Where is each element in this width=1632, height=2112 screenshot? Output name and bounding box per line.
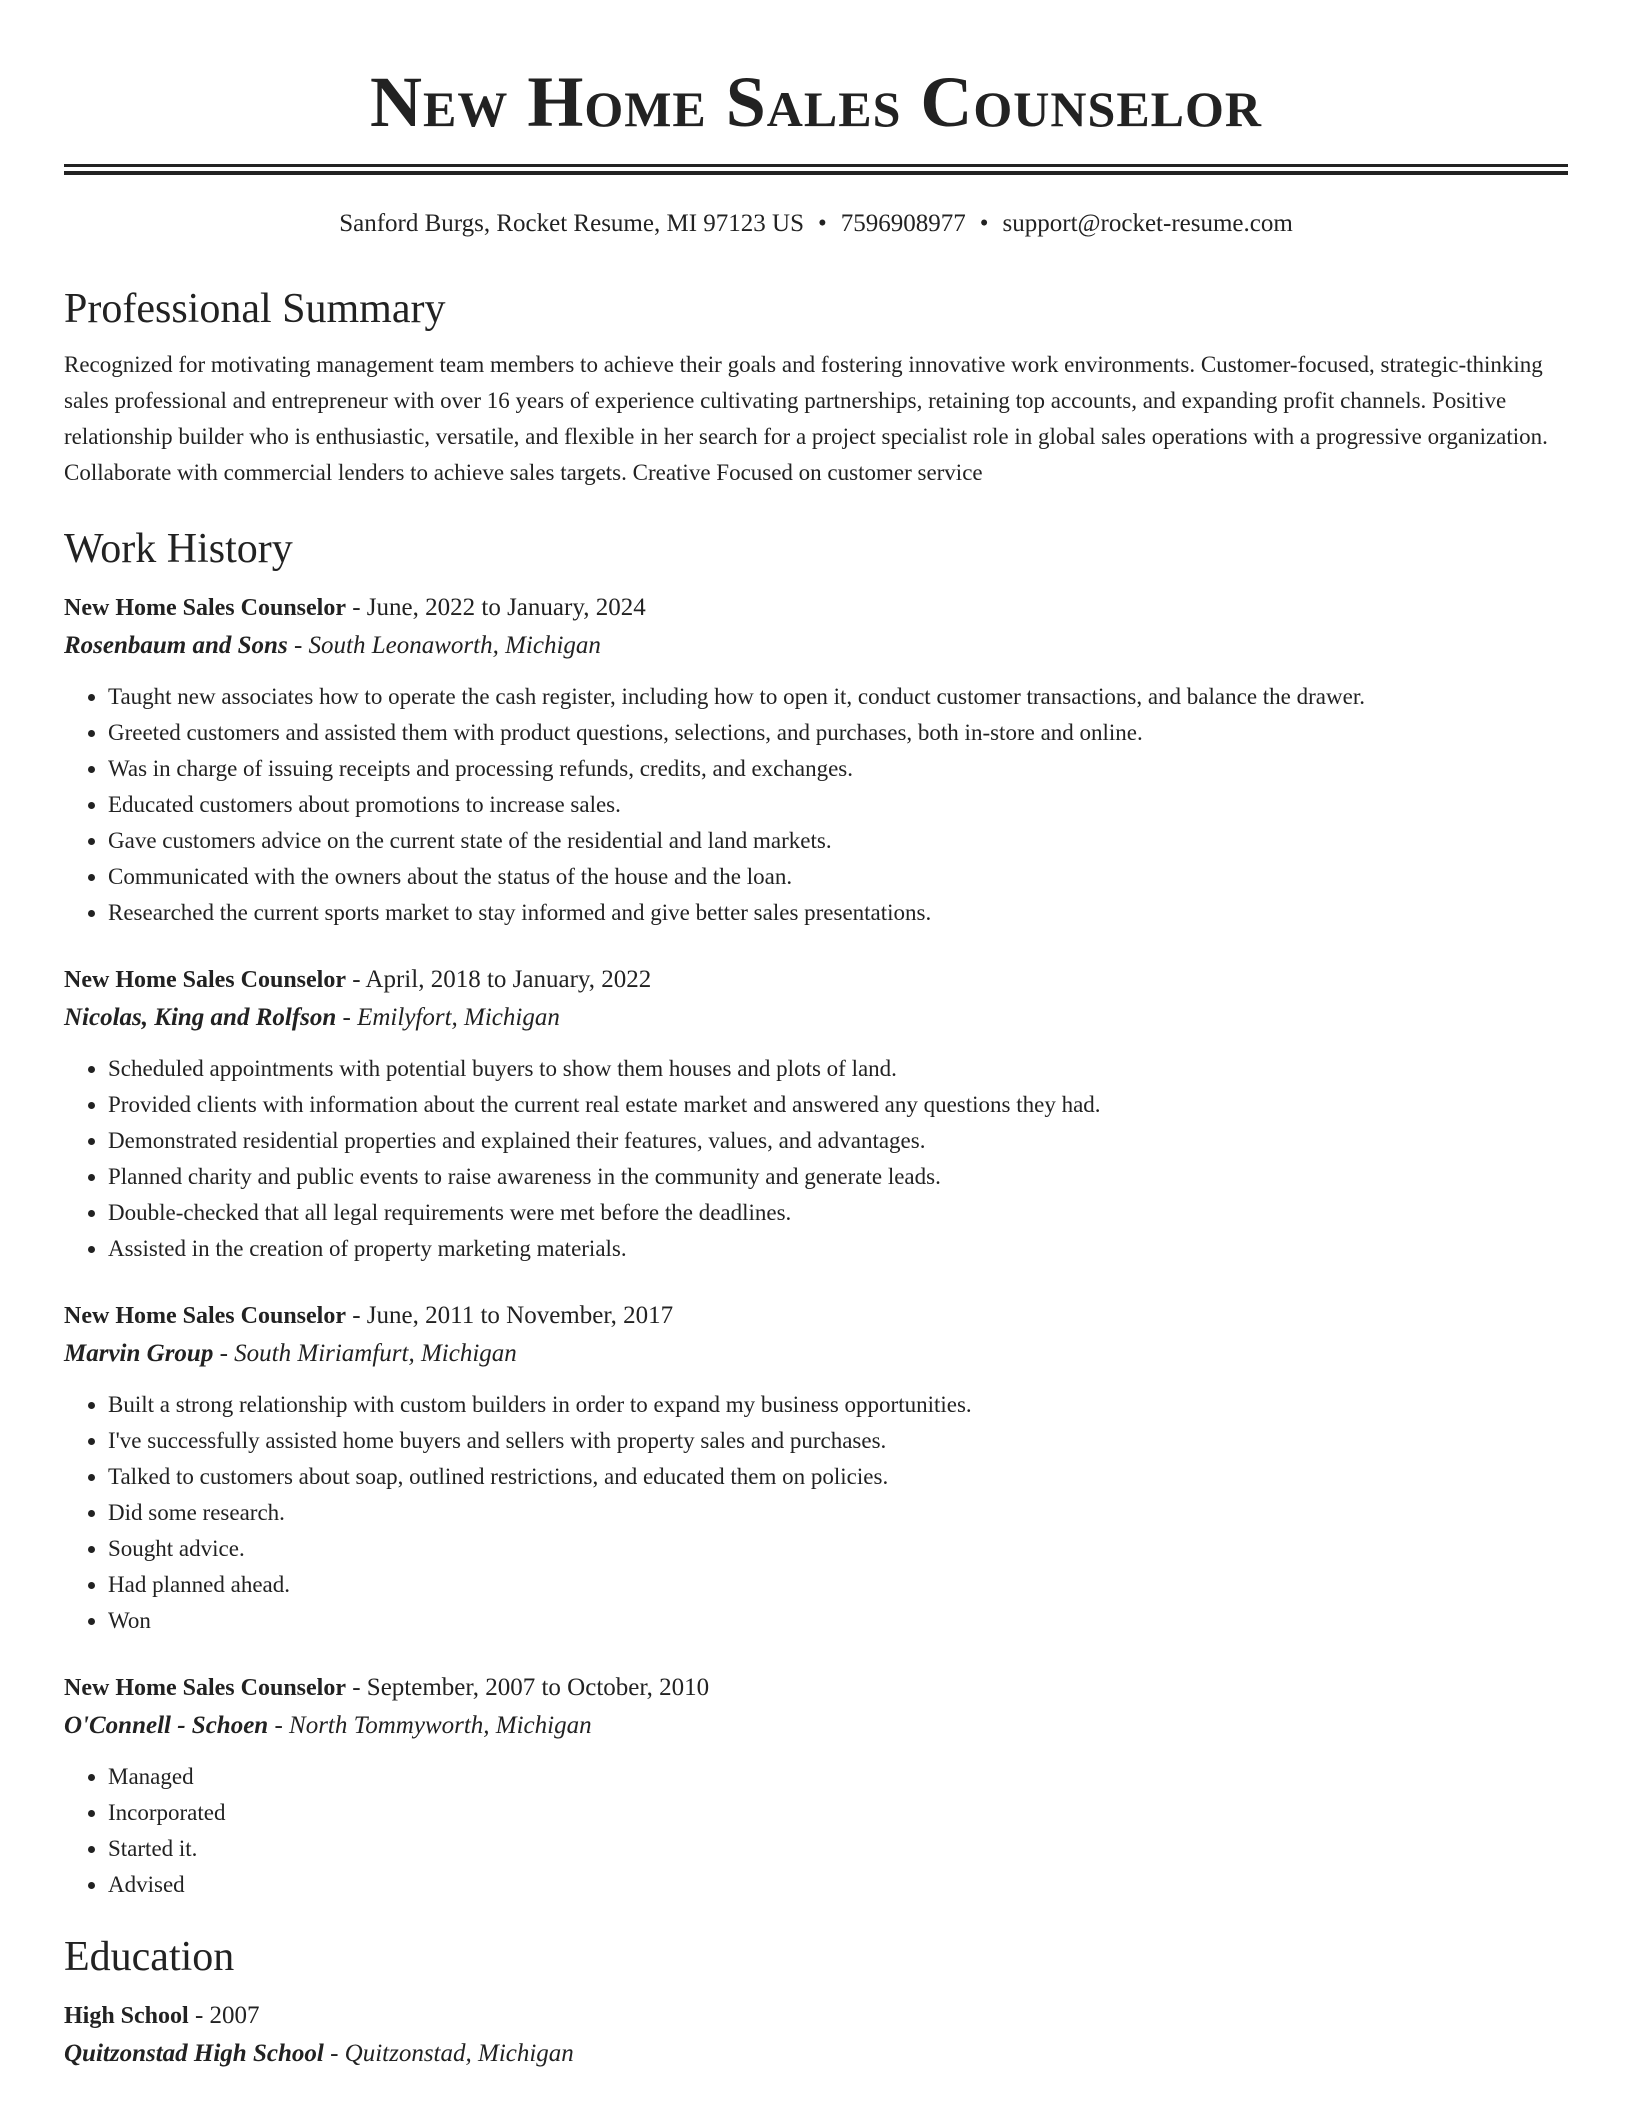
company-name: Nicolas, King and Rolfson — [64, 1004, 337, 1031]
job-entry — [64, 1297, 1568, 1639]
job-dates: - September, 2007 to October, 2010 — [345, 1674, 710, 1701]
duty-item: • Demonstrated residential properties and explained their features, values, and advantages. — [108, 1123, 1568, 1159]
duty-item: • Scheduled appointments with potential buyers to show them houses and plots of land. — [108, 1051, 1568, 1087]
summary-text: Recognized for motivating management team members to achieve their goals and fostering innovative work environments. Customer-focused, strategic-thinking sales professional and entrepreneur with over 16 years of experience cultivating partnerships, retaining top accounts, and expanding profit channels. Positive relationship builder who is enthusiastic, versatile, and flexible in her search for a project specialist role in global sales operations with a progressive organization. Collaborate with commercial lenders to achieve sales targets. Creative Focused on customer service — [64, 352, 1548, 485]
duty-list — [64, 1387, 1568, 1639]
company-location: - South Leonaworth, Michigan — [287, 632, 601, 659]
duty-item: • Sought advice. — [108, 1531, 1568, 1567]
duty-item: • Won — [108, 1603, 1568, 1639]
resume-name: New Home Sales Counselor — [369, 62, 1263, 142]
contact-address: Sanford Burgs, Rocket Resume, MI 97123 US — [339, 210, 804, 237]
duty-list — [64, 1051, 1568, 1267]
contact-phone[interactable]: 7596908977 — [840, 210, 966, 237]
summary-heading: Professional Summary — [64, 286, 446, 332]
company-name: Marvin Group — [64, 1340, 214, 1367]
duty-list — [64, 1759, 1568, 1903]
education-heading: Education — [64, 1934, 235, 1980]
duty-list — [64, 679, 1568, 931]
contact-separator: • — [979, 210, 989, 237]
company-location: - South Miriamfurt, Michigan — [213, 1340, 517, 1367]
job-title: New Home Sales Counselor — [64, 1303, 346, 1329]
duty-item: • Built a strong relationship with custom builders in order to expand my business opportunities. — [108, 1387, 1568, 1423]
duty-item: • Incorporated — [108, 1795, 1568, 1831]
job-dates: - June, 2011 to November, 2017 — [345, 1302, 674, 1329]
school-name: Quitzonstad High School — [64, 2040, 324, 2067]
job-dates: - April, 2018 to January, 2022 — [345, 966, 652, 993]
duty-item: • Had planned ahead. — [108, 1567, 1568, 1603]
contact-email[interactable]: support@rocket-resume.com — [1002, 210, 1293, 237]
job-title: New Home Sales Counselor — [64, 967, 346, 993]
company-line — [64, 627, 1568, 665]
duty-item: • Managed — [108, 1759, 1568, 1795]
school-location: - Quitzonstad, Michigan — [323, 2040, 574, 2067]
duty-item: • Started it. — [108, 1831, 1568, 1867]
duty-item: • Researched the current sports market to stay informed and give better sales presentations. — [108, 895, 1568, 931]
contact-separator: • — [817, 210, 827, 237]
duty-item: • Did some research. — [108, 1495, 1568, 1531]
duty-item: • Planned charity and public events to raise awareness in the community and generate leads. — [108, 1159, 1568, 1195]
job-entry — [64, 961, 1568, 1267]
duty-item: • Provided clients with information about the current real estate market and answered any questions they had. — [108, 1087, 1568, 1123]
duty-item: • Was in charge of issuing receipts and processing refunds, credits, and exchanges. — [108, 751, 1568, 787]
school-line — [64, 2035, 1568, 2073]
company-location: - Emilyfort, Michigan — [336, 1004, 560, 1031]
company-line — [64, 999, 1568, 1037]
duty-item: • Gave customers advice on the current state of the residential and land markets. — [108, 823, 1568, 859]
header-divider — [64, 164, 1568, 175]
company-location: - North Tommyworth, Michigan — [268, 1712, 592, 1739]
duty-item: • Taught new associates how to operate the cash register, including how to open it, conduct customer transactions, and balance the drawer. — [108, 679, 1568, 715]
job-dates: - June, 2022 to January, 2024 — [345, 594, 646, 621]
job-title-line — [64, 1669, 1568, 1707]
job-title-line — [64, 1297, 1568, 1335]
duty-item: • Greeted customers and assisted them with product questions, selections, and purchases, both in-store and online. — [108, 715, 1568, 751]
job-entry — [64, 589, 1568, 931]
job-title-line — [64, 961, 1568, 999]
duty-item: • Double-checked that all legal requirements were met before the deadlines. — [108, 1195, 1568, 1231]
job-title: New Home Sales Counselor — [64, 1675, 346, 1701]
job-entry — [64, 1669, 1568, 1903]
company-name: O'Connell - Schoen — [64, 1712, 269, 1739]
duty-item: • Talked to customers about soap, outlined restrictions, and educated them on policies. — [108, 1459, 1568, 1495]
duty-item: • Educated customers about promotions to increase sales. — [108, 787, 1568, 823]
degree: High School — [64, 2003, 189, 2029]
duty-item: • Advised — [108, 1867, 1568, 1903]
degree-line — [64, 1997, 1568, 2035]
graduation-year: - 2007 — [188, 2002, 260, 2029]
job-title-line — [64, 589, 1568, 627]
company-line — [64, 1707, 1568, 1745]
duty-item: • Assisted in the creation of property marketing materials. — [108, 1231, 1568, 1267]
company-line — [64, 1335, 1568, 1373]
duty-item: • I've successfully assisted home buyers and sellers with property sales and purchases. — [108, 1423, 1568, 1459]
company-name: Rosenbaum and Sons — [64, 632, 288, 659]
contact-line — [64, 207, 1568, 241]
duty-item: • Communicated with the owners about the status of the house and the loan. — [108, 859, 1568, 895]
job-title: New Home Sales Counselor — [64, 595, 346, 621]
work-history-heading: Work History — [64, 526, 293, 572]
education-entry — [64, 1997, 1568, 2073]
